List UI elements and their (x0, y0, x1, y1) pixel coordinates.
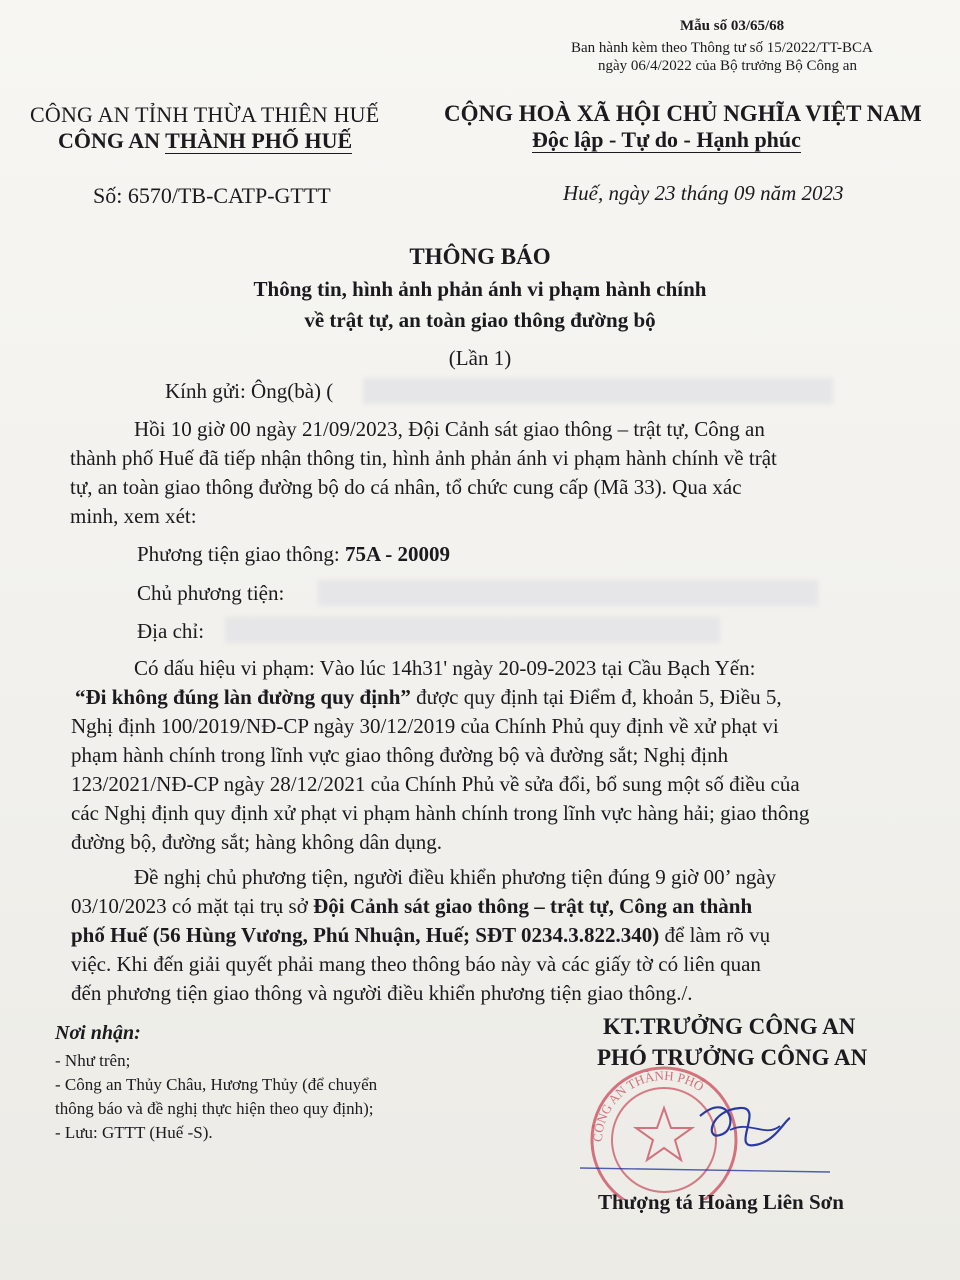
form-number: Mẫu số 03/65/68 (680, 18, 785, 34)
vehicle-label: Phương tiện giao thông: (137, 542, 345, 566)
doc-round: (Lần 1) (448, 346, 512, 370)
recipients-title: Nơi nhận: (55, 1022, 141, 1044)
document-number: Số: 6570/TB-CATP-GTTT (93, 183, 331, 208)
request-line3-rest: để làm rõ vụ (659, 923, 771, 947)
recipient-item: - Lưu: GTTT (Huế -S). (55, 1123, 213, 1142)
agency-parent: CÔNG AN TỈNH THỪA THIÊN HUẾ (30, 102, 380, 127)
vehicle-plate: 75A - 20009 (344, 542, 450, 566)
violation-name: “Đi không đúng làn đường quy định” (75, 685, 411, 709)
p1-line4: minh, xem xét: (70, 504, 197, 528)
motto (532, 127, 801, 153)
recipient-item: - Như trên; (55, 1051, 131, 1070)
request-office: Đội Cảnh sát giao thông – trật tự, Công an thành (313, 894, 753, 918)
doc-subtitle-2: về trật tự, an toàn giao thông đường bộ (304, 308, 656, 332)
nation-title: CỘNG HOÀ XÃ HỘI CHỦ NGHĨA VIỆT NAM (444, 101, 922, 126)
salutation: Kính gửi: Ông(bà) ( (165, 379, 334, 403)
p1-line1: Hồi 10 giờ 00 ngày 21/09/2023, Đội Cảnh sát giao thông – trật tự, Công an (134, 417, 765, 441)
violation-line3: Nghị định 100/2019/NĐ-CP ngày 30/12/2019 của Chính Phủ quy định về xử phạt vi (71, 714, 779, 738)
official-stamp (580, 1060, 830, 1200)
redacted-owner (318, 580, 818, 606)
request-line4: việc. Khi đến giải quyết phải mang theo thông báo này và các giấy tờ có liên quan (71, 952, 761, 976)
violation-line4: phạm hành chính trong lĩnh vực giao thông đường bộ và đường sắt; Nghị định (71, 743, 729, 767)
recipient-item: thông báo và đề nghị thực hiện theo quy định); (55, 1099, 374, 1118)
form-issued-line1: Ban hành kèm theo Thông tư số 15/2022/TT-BCA (571, 40, 873, 56)
violation-line2 (75, 685, 782, 710)
p1-line3: tự, an toàn giao thông đường bộ do cá nhân, tổ chức cung cấp (Mã 33). Qua xác (70, 475, 742, 499)
request-line1: Đề nghị chủ phương tiện, người điều khiển phương tiện đúng 9 giờ 00’ ngày (134, 865, 777, 889)
document-date: Huế, ngày 23 tháng 09 năm 2023 (563, 181, 844, 205)
redacted-address (225, 617, 720, 643)
doc-title: THÔNG BÁO (409, 244, 551, 269)
violation-line7: đường bộ, đường sắt; hàng không dân dụng. (71, 830, 443, 854)
address-label: Địa chỉ: (137, 619, 205, 643)
motto-text: Độc lập - Tự do - Hạnh phúc (532, 127, 801, 152)
request-line2-a: 03/10/2023 có mặt tại trụ sở (71, 894, 314, 918)
violation-line5: 123/2021/NĐ-CP ngày 28/12/2021 của Chính Phủ về sửa đổi, bổ sung một số điều của (71, 772, 800, 796)
p1-line2: thành phố Huế đã tiếp nhận thông tin, hình ảnh phản ánh vi phạm hành chính về trật (70, 446, 777, 470)
vehicle-row (137, 542, 450, 567)
stamp-text: CÔNG AN THÀNH PHỐ (589, 1067, 707, 1143)
redacted-name (363, 378, 833, 404)
form-issued-line2: ngày 06/4/2022 của Bộ trưởng Bộ Công an (598, 58, 857, 74)
signature-title-2: PHÓ TRƯỞNG CÔNG AN (597, 1045, 868, 1070)
recipient-item: - Công an Thủy Châu, Hương Thủy (để chuyển (55, 1075, 378, 1094)
agency-name-a: CÔNG AN (58, 128, 166, 153)
violation-line1: Có dấu hiệu vi phạm: Vào lúc 14h31' ngày 20-09-2023 tại Cầu Bạch Yến: (134, 656, 756, 680)
violation-line2-rest: được quy định tại Điểm đ, khoản 5, Điều 5, (410, 685, 782, 709)
agency-name (58, 128, 352, 154)
request-line5: đến phương tiện giao thông và người điều khiển phương tiện giao thông./. (71, 981, 693, 1005)
signature-title-1: KT.TRƯỞNG CÔNG AN (603, 1014, 856, 1039)
request-line3 (71, 923, 770, 948)
request-line2 (71, 894, 752, 919)
agency-name-b: THÀNH PHỐ HUẾ (165, 128, 353, 153)
owner-label: Chủ phương tiện: (137, 581, 285, 605)
request-address: phố Huế (56 Hùng Vương, Phú Nhuận, Huế; SĐT 0234.3.822.340) (71, 923, 660, 947)
violation-line6: các Nghị định quy định xử phạt vi phạm hành chính trong lĩnh vực hàng hải; giao thông (71, 801, 810, 825)
signer-name: Thượng tá Hoàng Liên Sơn (598, 1190, 844, 1214)
doc-subtitle-1: Thông tin, hình ảnh phản ánh vi phạm hành chính (253, 277, 707, 301)
